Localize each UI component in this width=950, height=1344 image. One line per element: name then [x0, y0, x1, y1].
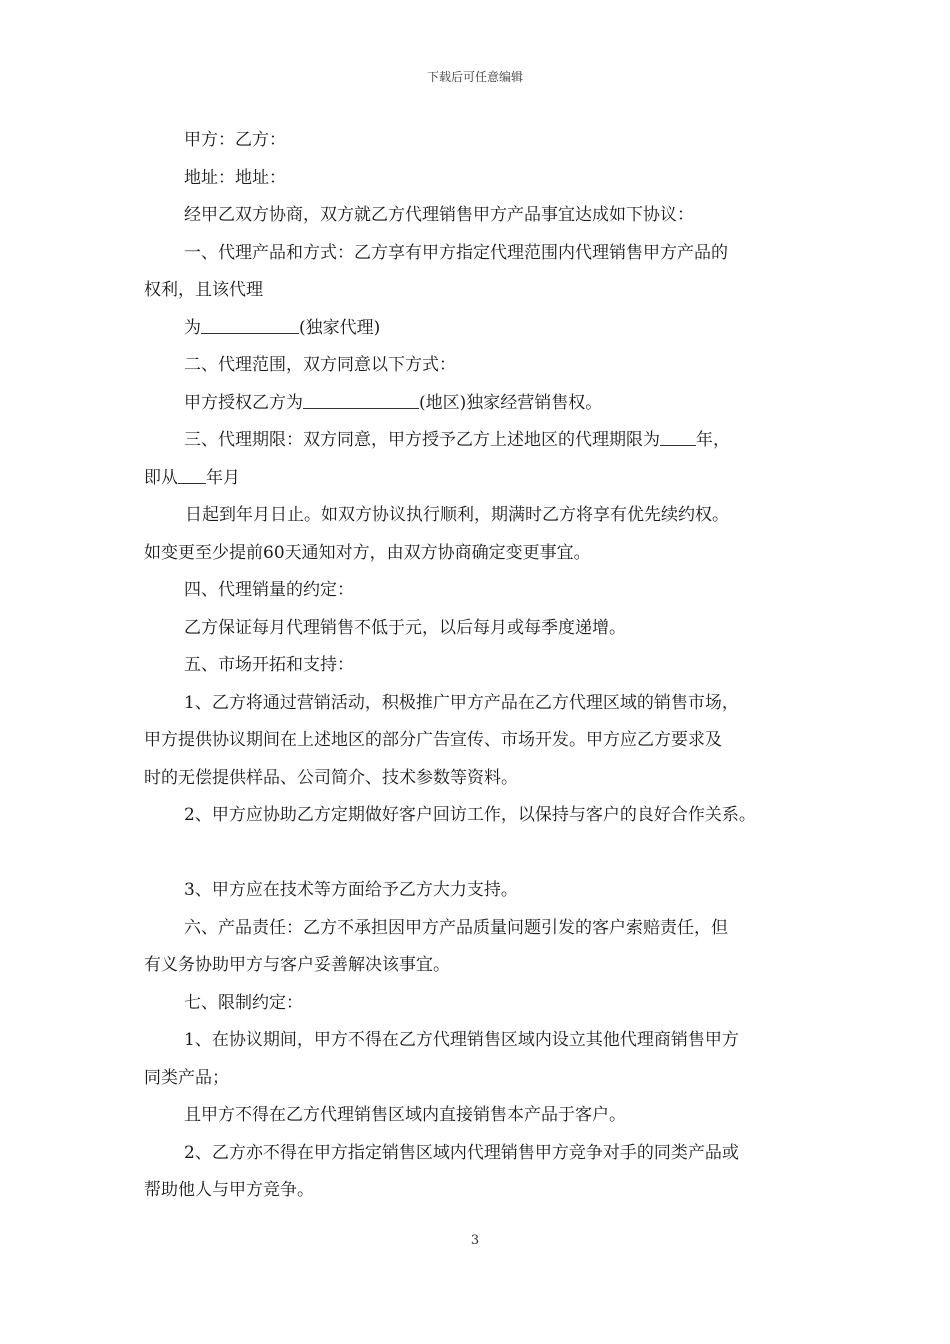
document-body — [144, 122, 824, 1210]
blank-field — [201, 317, 299, 334]
blank-field — [178, 467, 206, 484]
page-header: 下载后可任意编辑 — [426, 70, 523, 84]
clause-1-heading: 一、代理产品和方式：乙方享有甲方指定代理范围内代理销售甲方产品的 — [184, 242, 728, 263]
party-line: 甲方：乙方： — [184, 130, 286, 150]
clause-7-heading: 七、限制约定： — [184, 992, 303, 1013]
clause-7-item-1-extra: 且甲方不得在乙方代理销售区域内直接销售本产品于客户。 — [184, 1105, 626, 1125]
clause-7-item-1: 1、在协议期间，甲方不得在乙方代理销售区域内设立其他代理商销售甲方 — [184, 1030, 739, 1050]
clause-5-item-3: 3、甲方应在技术等方面给予乙方大力支持。 — [184, 880, 518, 900]
clause-1-continuation: 权利，且该代理 — [144, 280, 263, 300]
clause-2-heading: 二、代理范围，双方同意以下方式： — [184, 355, 456, 375]
clause-2-region — [144, 385, 824, 423]
clause-1-agency-type — [144, 310, 824, 348]
blank-field — [660, 429, 696, 446]
clause-5-item-1-cont: 甲方提供协议期间在上述地区的部分广告宣传、市场开发。甲方应乙方要求及 — [144, 730, 722, 750]
text-segment: 年， — [696, 430, 730, 450]
page-number: 3 — [470, 1233, 480, 1248]
text-segment: (独家代理) — [299, 317, 381, 338]
text-segment: 即从 — [144, 467, 178, 488]
clause-3-start — [144, 460, 824, 498]
address-line: 地址：地址： — [184, 167, 286, 188]
clause-5-item-1-end: 时的无偿提供样品、公司简介、技术参数等资料。 — [144, 767, 518, 788]
blank-line — [144, 835, 824, 873]
clause-4-heading: 四、代理销量的约定： — [184, 580, 354, 600]
clause-5-heading: 五、市场开拓和支持： — [184, 655, 354, 675]
clause-6-heading: 六、产品责任：乙方不承担因甲方产品质量问题引发的客户索赔责任，但 — [184, 917, 728, 938]
agreement-intro: 经甲乙双方协商，双方就乙方代理销售甲方产品事宜达成如下协议： — [184, 205, 694, 225]
text-segment: 三、代理期限：双方同意，甲方授予乙方上述地区的代理期限为 — [184, 430, 660, 450]
text-segment: (地区)独家经营销售权。 — [419, 392, 603, 413]
text-segment: 为 — [184, 317, 201, 338]
clause-3-end: 日起到年月日止。如双方协议执行顺利，期满时乙方将享有优先续约权。 — [185, 505, 729, 525]
blank-field — [303, 392, 419, 409]
clause-7-item-2: 2、乙方亦不得在甲方指定销售区域内代理销售甲方竞争对手的同类产品或 — [184, 1142, 739, 1163]
text-segment: 甲方授权乙方为 — [184, 392, 303, 413]
clause-6-cont: 有义务协助甲方与客户妥善解决该事宜。 — [144, 955, 450, 975]
text-segment: 年月 — [206, 467, 240, 488]
clause-3-heading — [144, 422, 824, 460]
clause-4-body: 乙方保证每月代理销售不低于元，以后每月或每季度递增。 — [184, 617, 626, 638]
clause-5-item-2: 2、甲方应协助乙方定期做好客户回访工作，以保持与客户的良好合作关系。 — [184, 805, 756, 825]
clause-7-item-2-cont: 帮助他人与甲方竞争。 — [144, 1180, 314, 1200]
clause-3-change: 如变更至少提前60天通知对方，由双方协商确定变更事宜。 — [144, 542, 591, 563]
clause-5-item-1: 1、乙方将通过营销活动，积极推广甲方产品在乙方代理区域的销售市场， — [184, 692, 739, 713]
clause-7-item-1-cont: 同类产品； — [144, 1067, 229, 1088]
